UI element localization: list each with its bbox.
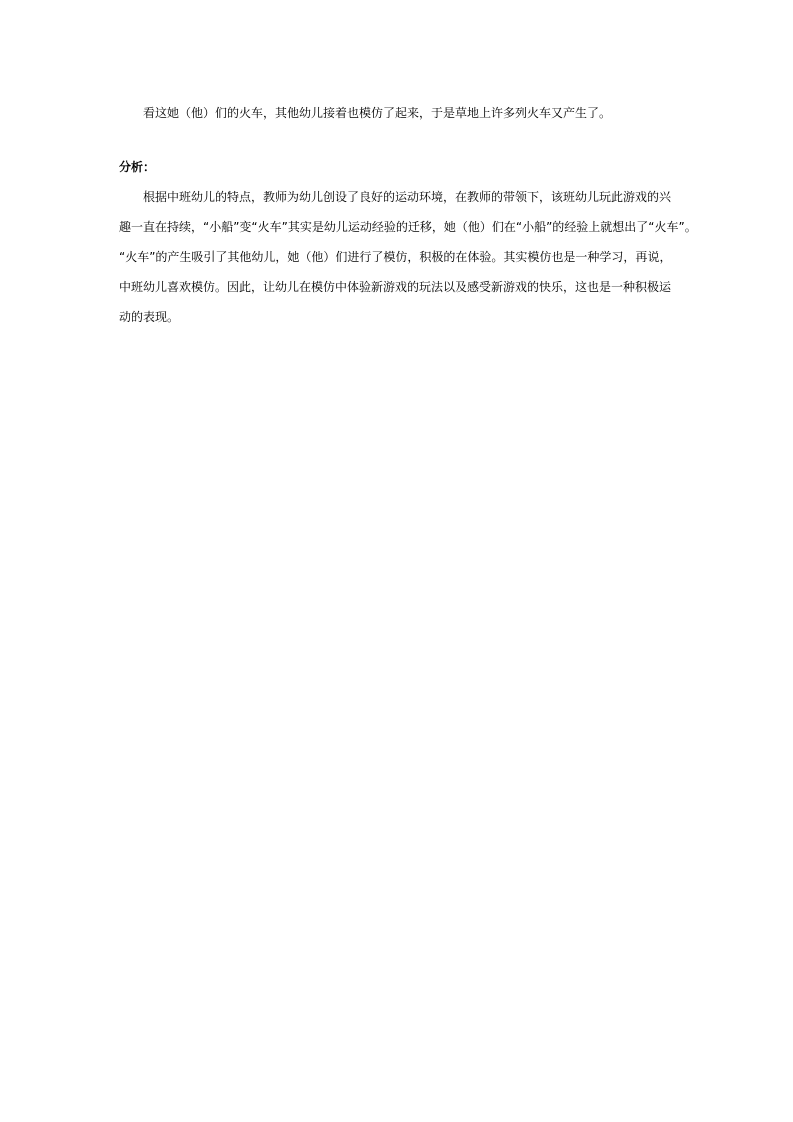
analysis-line: 中班幼儿喜欢模仿。因此，让幼儿在模仿中体验新游戏的玩法以及感受新游戏的快乐，这也是一种积极运 — [119, 280, 672, 294]
analysis-line: 根据中班幼儿的特点，教师为幼儿创设了良好的运动环境，在教师的带领下，该班幼儿玩此游戏的兴 — [143, 190, 672, 204]
analysis-line: 趣一直在持续，“小船”变“火车”其实是幼儿运动经验的迁移，她（他）们在“小船”的经验上就想出了“火车”。 — [119, 220, 697, 234]
analysis-line: 动的表现。 — [119, 310, 180, 324]
analysis-line: “火车”的产生吸引了其他幼儿，她（他）们进行了模仿，积极的在体验。其实模仿也是一种学习，再说， — [119, 250, 672, 264]
document-content — [119, 98, 697, 332]
analysis-paragraph — [119, 182, 697, 332]
intro-paragraph: 看这她（他）们的火车，其他幼儿接着也模仿了起来，于是草地上许多列火车又产生了。 — [143, 106, 612, 120]
analysis-heading: 分析： — [119, 160, 156, 174]
